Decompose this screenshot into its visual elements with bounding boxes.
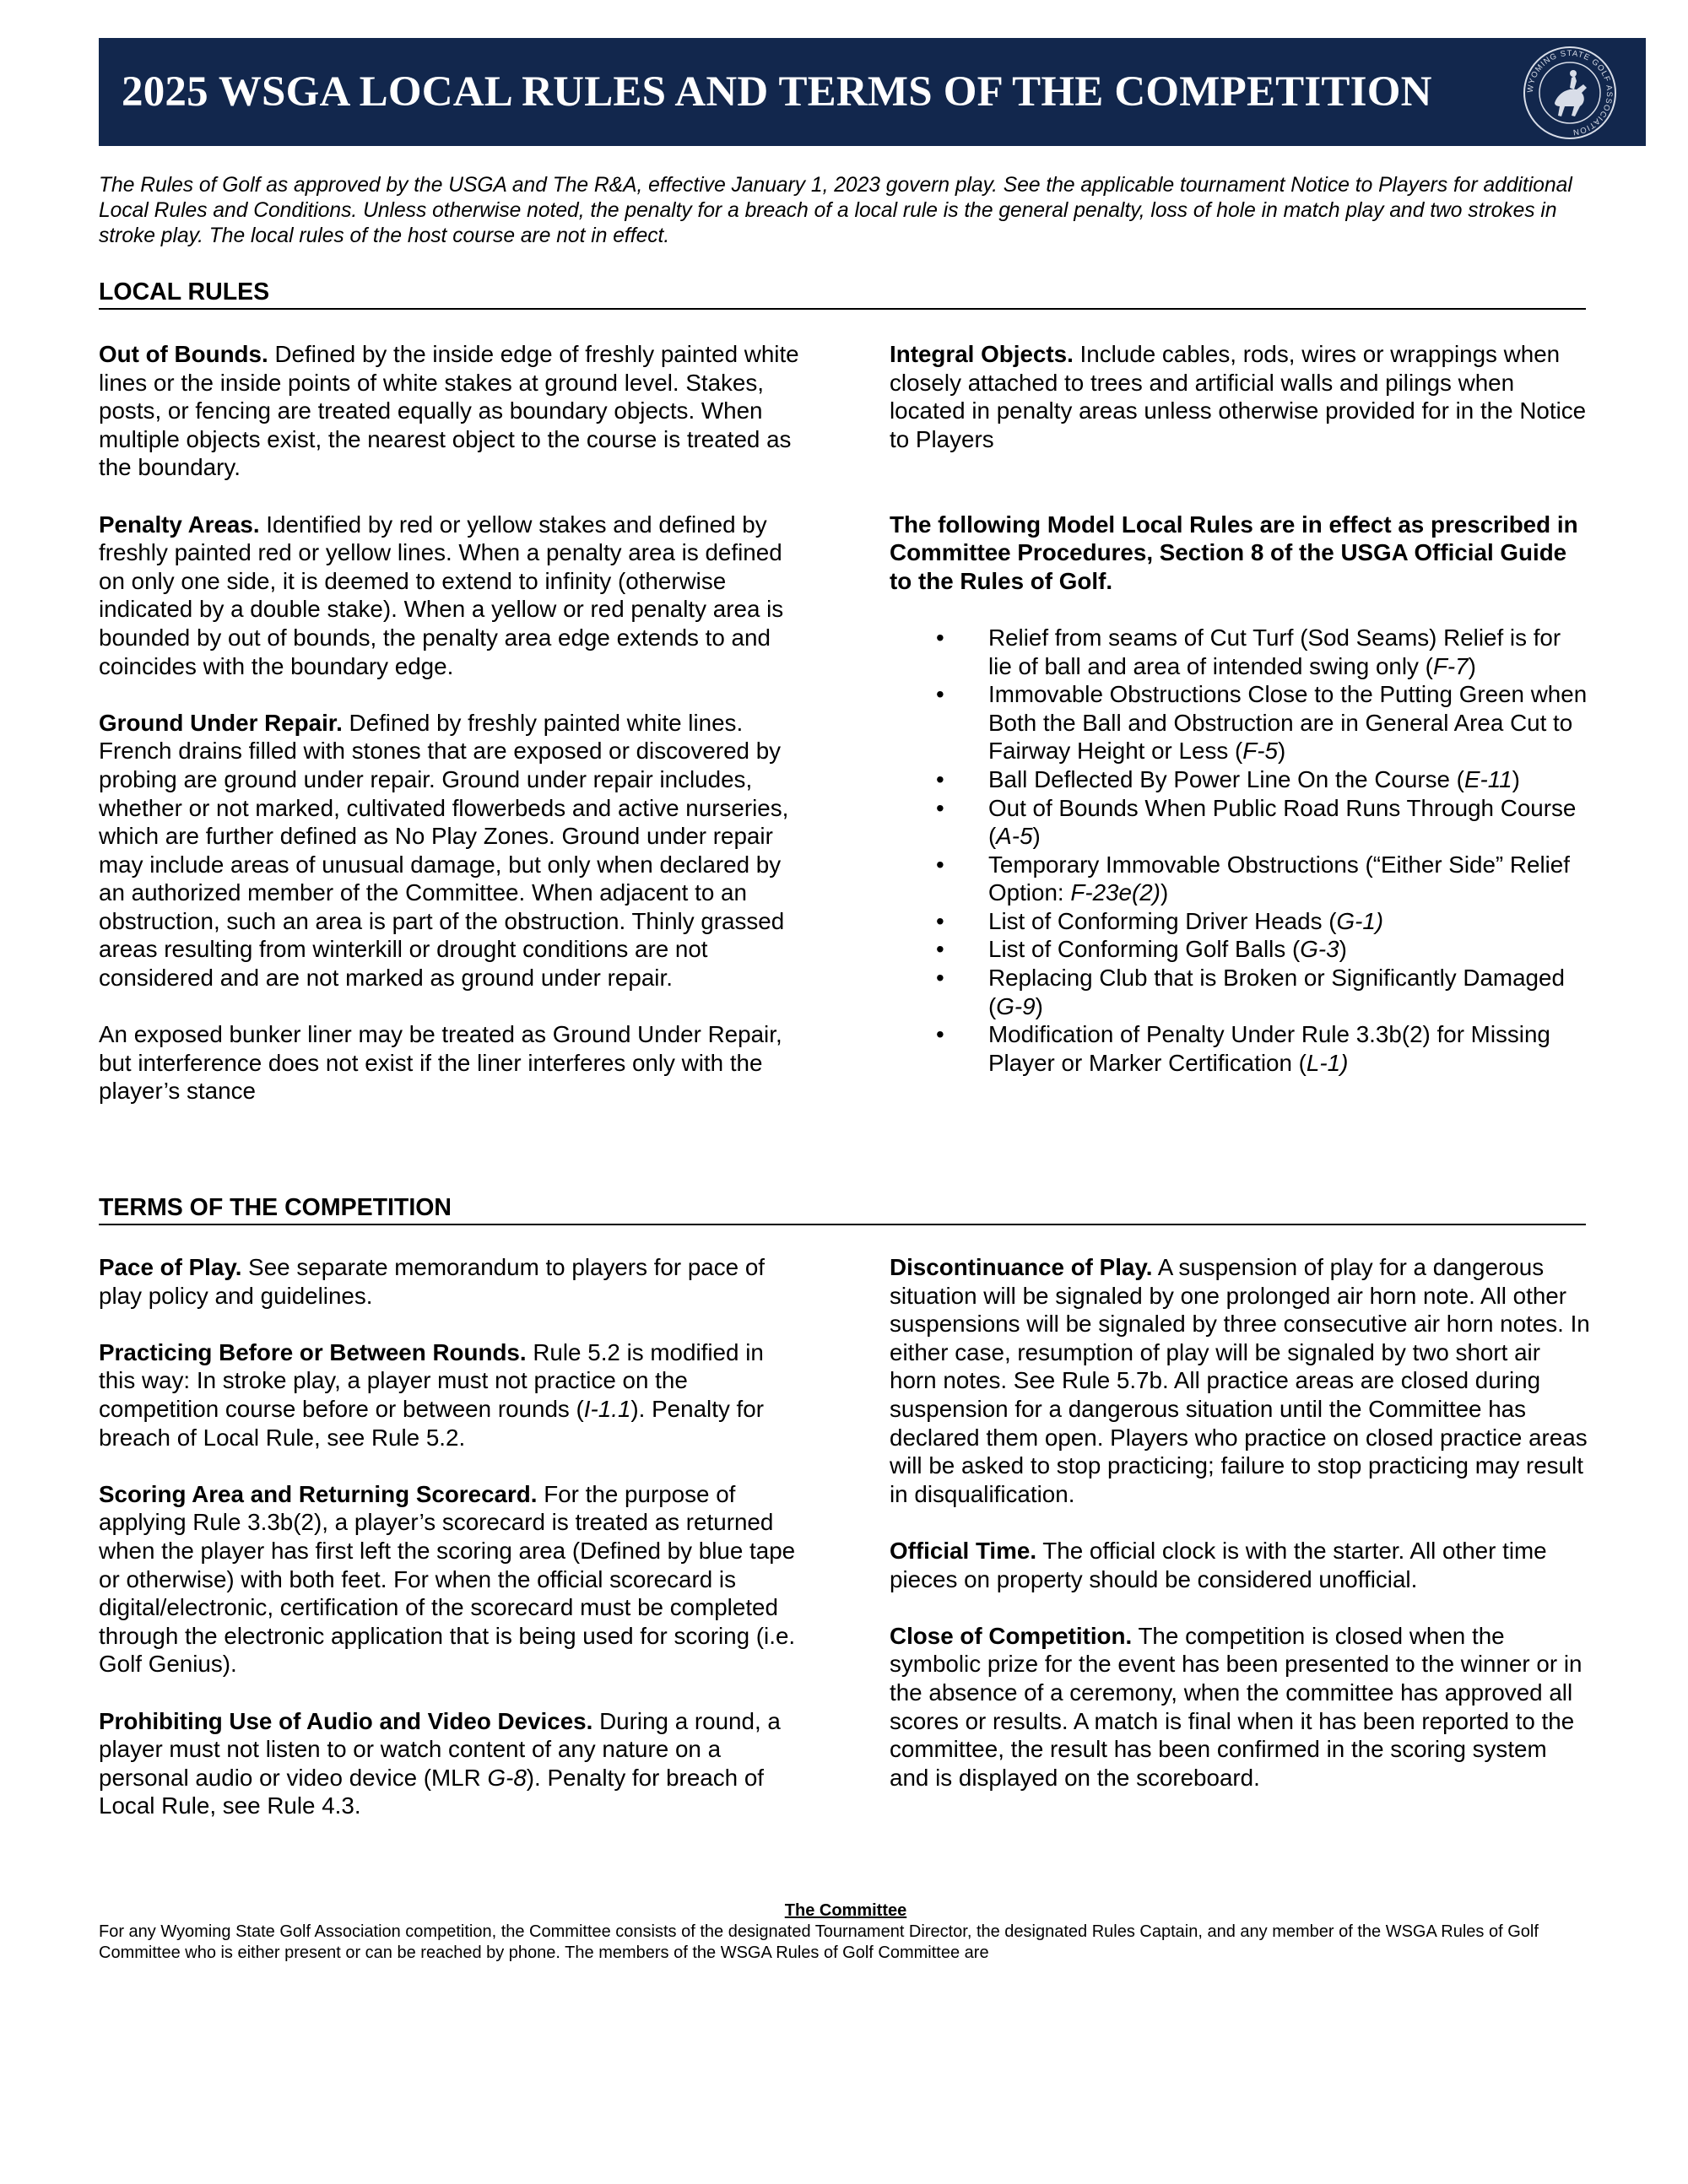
terms-left-column [99,1253,799,1848]
term-text: A suspension of play for a dangerous situation will be signaled by one prolonged air horn note. All other suspensions will be signaled by three consecutive air horn notes. In either case, resumption of play will be signaled by two short air horn notes. See Rule 5.7b. All practice areas are closed during suspension for a dangerous situation until the Committee has declared them open. Players who practice on closed practice areas will be asked to stop practicing; failure to stop practicing may result in disqualification. [890,1254,1590,1507]
rule-bunker-liner [99,1020,799,1106]
list-item: • Modification of Penalty Under Rule 3.3b(2) for Missing Player or Marker Certification (L-1) [890,1020,1590,1077]
rule-penalty-areas [99,511,799,681]
term-discontinuance [890,1253,1590,1508]
committee-text: For any Wyoming State Golf Association competition, the Committee consists of the designated Tournament Director, the designated Rules Captain, and any member of the WSGA Rules of Golf Committee who is either present or can be reached by phone. The members of the WSGA Rules of Golf Committee are [99,1922,1539,1962]
term-title: Official Time. [890,1537,1037,1564]
rule-title: Ground Under Repair. [99,709,343,736]
term-text: Rule 5.2 is modified in this way: In stroke play, a player must not practice on the competition course before or between rounds ( [99,1338,764,1422]
mlr-intro-text: The following Model Local Rules are in effect as prescribed in Committee Procedures, Section 8 of the USGA Official Guide to the Rules of Golf. [890,511,1578,594]
seal-text: WYOMING STATE GOLF ASSOCIATION [1525,48,1615,138]
page-title: 2025 WSGA LOCAL RULES AND TERMS OF THE COMPETITION [122,68,1432,116]
term-title: Close of Competition. [890,1622,1133,1649]
term-title: Scoring Area and Returning Scorecard. [99,1480,538,1507]
local-rules-left-column [99,340,799,1134]
term-text: See separate memorandum to players for pace of play policy and guidelines. [99,1254,766,1309]
term-text: The official clock is with the starter. All other time pieces on property should be considered unofficial. [890,1537,1547,1592]
local-rules-right-column [890,340,1590,1077]
committee-section [99,1900,1593,1964]
term-title: Practicing Before or Between Rounds. [99,1338,527,1365]
term-audio-video [99,1707,799,1820]
rule-ground-under-repair [99,709,799,992]
rule-text: Defined by freshly painted white lines. French drains filled with stones that are exposed or discovered by probing are ground under repair. Ground under repair includes, whether or not marked, cultivated flowerbeds and active nurseries, which are further defined as No Play Zones. Ground under repair may include areas of unusual damage, but only when declared by an authorized member of the Committee. When adjacent to an obstruction, such an area is part of the obstruction. Thinly grassed areas resulting from winterkill or drought conditions are not considered and are not marked as ground under repair. [99,709,789,992]
model-local-rules-list [890,624,1590,1078]
intro-paragraph: The Rules of Golf as approved by the USGA and The R&A, effective January 1, 2023 govern play. See the applicable tournament Notice to Players for additional Local Rules and Conditions. Unless otherwise noted, the penalty for a breach of a local rule is the general penalty, loss of hole in match play and two strokes in stroke play. The local rules of the host course are not in effect. [99,174,1572,247]
rule-text: Include cables, rods, wires or wrappings when closely attached to trees and artificial walls and pilings when located in penalty areas unless otherwise provided for in the Notice to Players [890,341,1587,452]
rule-code: I-1.1 [583,1395,631,1422]
term-official-time [890,1537,1590,1593]
committee-title: The Committee [784,1901,907,1920]
rule-integral-objects [890,340,1590,453]
term-text: ). Penalty for breach of Local Rule, see Rule 5.2. [99,1395,765,1451]
terms-heading: TERMS OF THE COMPETITION [99,1193,1586,1225]
list-item: • Temporary Immovable Obstructions (“Either Side” Relief Option: F-23e(2)) [890,851,1590,907]
term-title: Pace of Play. [99,1254,242,1280]
rule-code: G-8 [487,1764,527,1791]
rule-text: Identified by red or yellow stakes and defined by freshly painted red or yellow lines. When a penalty area is defined on only one side, it is deemed to extend to infinity (otherwise indicated by a double stake). When a yellow or red penalty area is bounded by out of bounds, the penalty area edge extends to and coincides with the boundary edge. [99,511,784,679]
term-text: For the purpose of applying Rule 3.3b(2), a player’s scorecard is treated as returned when the player has first left the scoring area (Defined by blue tape or otherwise) with both feet. For when the official scorecard is digital/electronic, certification of the scorecard must be completed through the electronic application that is being used for scoring (i.e. Golf Genius). [99,1480,796,1678]
term-text: ). Penalty for breach of Local Rule, see Rule 4.3. [99,1764,764,1819]
rule-text: Defined by the inside edge of freshly painted white lines or the inside points of white stakes at ground level. Stakes, posts, or fencing are treated equally as boundary objects. When multiple objects exist, the nearest object to the course is treated as the boundary. [99,341,799,481]
wsga-seal-logo [1521,44,1619,142]
term-practicing [99,1338,799,1451]
term-scoring-area [99,1480,799,1679]
term-text: The competition is closed when the symbolic prize for the event has been presented to the winner or in the absence of a ceremony, when the committee has approved all scores or results. A match is final when it has been reported to the committee, the result has been confirmed in the scoring system and is displayed on the scoreboard. [890,1622,1582,1791]
list-item: • Replacing Club that is Broken or Significantly Damaged (G-9) [890,964,1590,1020]
list-item: • Immovable Obstructions Close to the Putting Green when Both the Ball and Obstruction are in General Area Cut to Fairway Height or Less (F-5) [890,680,1590,765]
rule-out-of-bounds [99,340,799,482]
term-pace-of-play [99,1253,799,1310]
term-text: During a round, a player must not listen to or watch content of any nature on a personal audio or video device (MLR [99,1707,781,1791]
rule-title: Penalty Areas. [99,511,260,538]
term-title: Prohibiting Use of Audio and Video Devices. [99,1707,593,1734]
mlr-intro [890,511,1590,596]
list-item: • Relief from seams of Cut Turf (Sod Seams) Relief is for lie of ball and area of intended swing only (F-7) [890,624,1590,680]
term-close-of-competition [890,1622,1590,1792]
list-item: • Out of Bounds When Public Road Runs Through Course (A-5) [890,794,1590,851]
rule-text: An exposed bunker liner may be treated as Ground Under Repair, but interference does not exist if the liner interferes only with the player’s stance [99,1021,782,1105]
list-item: • List of Conforming Golf Balls (G-3) [890,935,1590,964]
terms-right-column [890,1253,1590,1820]
rule-title: Integral Objects. [890,341,1074,367]
list-item: • List of Conforming Driver Heads (G-1) [890,907,1590,936]
list-item: • Ball Deflected By Power Line On the Course (E-11) [890,765,1590,794]
term-title: Discontinuance of Play. [890,1254,1153,1280]
rule-title: Out of Bounds. [99,341,268,367]
horse-rider-icon [1555,70,1587,116]
local-rules-heading: LOCAL RULES [99,278,1586,310]
title-banner [99,38,1646,146]
